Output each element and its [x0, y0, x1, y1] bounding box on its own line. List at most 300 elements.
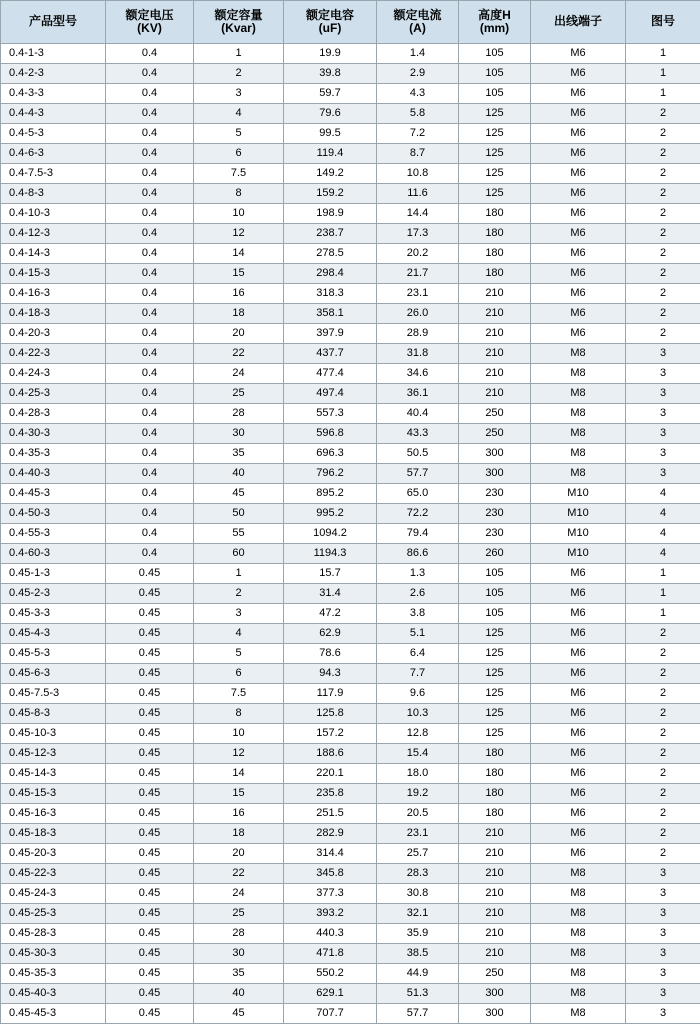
column-header-model [1, 1, 106, 44]
cell-current: 8.7 [377, 144, 459, 164]
cell-capacitance: 31.4 [284, 584, 377, 604]
cell-voltage: 0.45 [106, 884, 194, 904]
cell-current: 19.2 [377, 784, 459, 804]
table-row [1, 304, 700, 324]
table-row [1, 844, 700, 864]
cell-figure: 2 [626, 804, 700, 824]
cell-height: 210 [459, 824, 531, 844]
cell-capacity: 28 [194, 404, 284, 424]
cell-capacitance: 440.3 [284, 924, 377, 944]
cell-capacity: 1 [194, 44, 284, 64]
cell-capacity: 8 [194, 184, 284, 204]
cell-capacity: 15 [194, 784, 284, 804]
column-header-capacitance [284, 1, 377, 44]
cell-figure: 2 [626, 624, 700, 644]
cell-figure: 2 [626, 104, 700, 124]
cell-figure: 4 [626, 504, 700, 524]
cell-voltage: 0.45 [106, 624, 194, 644]
cell-terminal: M6 [531, 204, 626, 224]
table-row [1, 444, 700, 464]
cell-figure: 1 [626, 44, 700, 64]
cell-figure: 2 [626, 744, 700, 764]
cell-current: 7.7 [377, 664, 459, 684]
cell-voltage: 0.45 [106, 984, 194, 1004]
cell-capacitance: 358.1 [284, 304, 377, 324]
cell-voltage: 0.4 [106, 344, 194, 364]
cell-capacitance: 298.4 [284, 264, 377, 284]
cell-current: 86.6 [377, 544, 459, 564]
cell-voltage: 0.45 [106, 564, 194, 584]
cell-model: 0.45-16-3 [1, 804, 106, 824]
cell-capacity: 8 [194, 704, 284, 724]
cell-voltage: 0.45 [106, 844, 194, 864]
cell-height: 210 [459, 944, 531, 964]
cell-terminal: M6 [531, 764, 626, 784]
cell-model: 0.45-2-3 [1, 584, 106, 604]
cell-height: 210 [459, 884, 531, 904]
cell-capacity: 30 [194, 944, 284, 964]
cell-terminal: M6 [531, 264, 626, 284]
cell-terminal: M8 [531, 964, 626, 984]
cell-current: 30.8 [377, 884, 459, 904]
cell-current: 5.1 [377, 624, 459, 644]
table-row [1, 744, 700, 764]
cell-figure: 3 [626, 864, 700, 884]
cell-capacitance: 39.8 [284, 64, 377, 84]
cell-voltage: 0.4 [106, 144, 194, 164]
cell-terminal: M6 [531, 644, 626, 664]
cell-height: 300 [459, 444, 531, 464]
cell-capacity: 15 [194, 264, 284, 284]
cell-current: 34.6 [377, 364, 459, 384]
cell-capacitance: 188.6 [284, 744, 377, 764]
cell-voltage: 0.45 [106, 724, 194, 744]
cell-height: 125 [459, 124, 531, 144]
cell-model: 0.4-50-3 [1, 504, 106, 524]
cell-terminal: M6 [531, 244, 626, 264]
cell-capacity: 4 [194, 104, 284, 124]
cell-model: 0.4-6-3 [1, 144, 106, 164]
cell-terminal: M6 [531, 64, 626, 84]
cell-current: 2.9 [377, 64, 459, 84]
table-row [1, 164, 700, 184]
cell-terminal: M8 [531, 944, 626, 964]
cell-capacitance: 59.7 [284, 84, 377, 104]
cell-capacitance: 629.1 [284, 984, 377, 1004]
cell-terminal: M6 [531, 724, 626, 744]
cell-model: 0.45-35-3 [1, 964, 106, 984]
cell-terminal: M10 [531, 524, 626, 544]
cell-current: 35.9 [377, 924, 459, 944]
table-header [1, 1, 700, 44]
table-row [1, 804, 700, 824]
cell-height: 210 [459, 844, 531, 864]
cell-voltage: 0.4 [106, 364, 194, 384]
cell-model: 0.45-8-3 [1, 704, 106, 724]
table-row [1, 84, 700, 104]
cell-voltage: 0.4 [106, 164, 194, 184]
cell-height: 210 [459, 384, 531, 404]
cell-model: 0.4-45-3 [1, 484, 106, 504]
table-row [1, 44, 700, 64]
cell-figure: 2 [626, 324, 700, 344]
cell-terminal: M6 [531, 304, 626, 324]
table-row [1, 464, 700, 484]
cell-voltage: 0.4 [106, 504, 194, 524]
cell-figure: 1 [626, 84, 700, 104]
cell-capacitance: 497.4 [284, 384, 377, 404]
cell-terminal: M6 [531, 184, 626, 204]
cell-voltage: 0.45 [106, 644, 194, 664]
cell-capacity: 6 [194, 144, 284, 164]
cell-current: 51.3 [377, 984, 459, 1004]
cell-capacitance: 238.7 [284, 224, 377, 244]
cell-capacity: 2 [194, 64, 284, 84]
cell-voltage: 0.4 [106, 444, 194, 464]
cell-height: 210 [459, 304, 531, 324]
cell-voltage: 0.4 [106, 184, 194, 204]
cell-capacitance: 393.2 [284, 904, 377, 924]
cell-model: 0.45-22-3 [1, 864, 106, 884]
cell-terminal: M6 [531, 104, 626, 124]
cell-height: 105 [459, 44, 531, 64]
column-header-line: 高度H [460, 9, 529, 22]
cell-model: 0.4-1-3 [1, 44, 106, 64]
cell-capacity: 12 [194, 744, 284, 764]
cell-capacitance: 596.8 [284, 424, 377, 444]
cell-current: 79.4 [377, 524, 459, 544]
cell-figure: 1 [626, 564, 700, 584]
cell-figure: 4 [626, 524, 700, 544]
cell-capacitance: 79.6 [284, 104, 377, 124]
cell-model: 0.4-10-3 [1, 204, 106, 224]
column-header-line: 额定电流 [378, 9, 457, 22]
cell-capacitance: 159.2 [284, 184, 377, 204]
cell-figure: 3 [626, 904, 700, 924]
cell-capacity: 14 [194, 244, 284, 264]
cell-figure: 1 [626, 64, 700, 84]
cell-height: 210 [459, 364, 531, 384]
cell-capacitance: 278.5 [284, 244, 377, 264]
column-header-line: 产品型号 [2, 15, 104, 28]
table-row [1, 344, 700, 364]
cell-voltage: 0.4 [106, 424, 194, 444]
cell-model: 0.4-60-3 [1, 544, 106, 564]
cell-current: 23.1 [377, 824, 459, 844]
cell-capacity: 24 [194, 364, 284, 384]
cell-voltage: 0.4 [106, 204, 194, 224]
cell-current: 21.7 [377, 264, 459, 284]
cell-model: 0.45-28-3 [1, 924, 106, 944]
cell-model: 0.45-24-3 [1, 884, 106, 904]
cell-height: 180 [459, 204, 531, 224]
cell-terminal: M6 [531, 844, 626, 864]
cell-terminal: M8 [531, 424, 626, 444]
cell-current: 1.4 [377, 44, 459, 64]
cell-model: 0.45-7.5-3 [1, 684, 106, 704]
cell-current: 5.8 [377, 104, 459, 124]
table-row [1, 264, 700, 284]
cell-figure: 3 [626, 344, 700, 364]
cell-height: 180 [459, 804, 531, 824]
cell-terminal: M6 [531, 564, 626, 584]
cell-capacitance: 47.2 [284, 604, 377, 624]
cell-figure: 2 [626, 244, 700, 264]
table-row [1, 484, 700, 504]
cell-model: 0.4-3-3 [1, 84, 106, 104]
cell-current: 43.3 [377, 424, 459, 444]
cell-model: 0.4-12-3 [1, 224, 106, 244]
cell-capacitance: 1194.3 [284, 544, 377, 564]
cell-capacitance: 471.8 [284, 944, 377, 964]
cell-capacitance: 62.9 [284, 624, 377, 644]
cell-model: 0.4-5-3 [1, 124, 106, 144]
cell-model: 0.4-2-3 [1, 64, 106, 84]
cell-voltage: 0.45 [106, 1004, 194, 1024]
cell-height: 125 [459, 664, 531, 684]
cell-capacitance: 696.3 [284, 444, 377, 464]
cell-terminal: M8 [531, 884, 626, 904]
cell-terminal: M6 [531, 824, 626, 844]
cell-current: 10.8 [377, 164, 459, 184]
cell-capacity: 2 [194, 584, 284, 604]
cell-capacity: 35 [194, 444, 284, 464]
cell-model: 0.45-1-3 [1, 564, 106, 584]
cell-capacitance: 318.3 [284, 284, 377, 304]
cell-height: 125 [459, 144, 531, 164]
table-row [1, 564, 700, 584]
cell-current: 7.2 [377, 124, 459, 144]
cell-height: 180 [459, 264, 531, 284]
cell-capacity: 28 [194, 924, 284, 944]
cell-capacitance: 707.7 [284, 1004, 377, 1024]
cell-capacitance: 157.2 [284, 724, 377, 744]
cell-terminal: M6 [531, 144, 626, 164]
cell-current: 3.8 [377, 604, 459, 624]
cell-figure: 4 [626, 484, 700, 504]
cell-voltage: 0.4 [106, 304, 194, 324]
cell-terminal: M6 [531, 284, 626, 304]
cell-capacity: 3 [194, 604, 284, 624]
cell-capacitance: 94.3 [284, 664, 377, 684]
cell-model: 0.45-4-3 [1, 624, 106, 644]
cell-capacity: 40 [194, 984, 284, 1004]
cell-model: 0.4-40-3 [1, 464, 106, 484]
cell-current: 31.8 [377, 344, 459, 364]
cell-voltage: 0.4 [106, 124, 194, 144]
cell-terminal: M10 [531, 544, 626, 564]
cell-figure: 4 [626, 544, 700, 564]
cell-model: 0.45-14-3 [1, 764, 106, 784]
cell-model: 0.4-7.5-3 [1, 164, 106, 184]
cell-height: 105 [459, 64, 531, 84]
cell-height: 300 [459, 1004, 531, 1024]
cell-figure: 2 [626, 224, 700, 244]
table-row [1, 384, 700, 404]
cell-capacitance: 345.8 [284, 864, 377, 884]
cell-figure: 3 [626, 884, 700, 904]
cell-current: 9.6 [377, 684, 459, 704]
cell-terminal: M6 [531, 164, 626, 184]
cell-height: 210 [459, 344, 531, 364]
cell-model: 0.45-15-3 [1, 784, 106, 804]
cell-figure: 2 [626, 764, 700, 784]
cell-model: 0.45-30-3 [1, 944, 106, 964]
table-row [1, 604, 700, 624]
column-header-line: 额定容量 [195, 9, 282, 22]
cell-voltage: 0.4 [106, 404, 194, 424]
cell-current: 17.3 [377, 224, 459, 244]
cell-capacity: 7.5 [194, 684, 284, 704]
cell-voltage: 0.4 [106, 544, 194, 564]
table-row [1, 284, 700, 304]
cell-figure: 1 [626, 584, 700, 604]
cell-current: 28.3 [377, 864, 459, 884]
cell-voltage: 0.45 [106, 924, 194, 944]
cell-figure: 3 [626, 404, 700, 424]
cell-voltage: 0.45 [106, 904, 194, 924]
table-row [1, 544, 700, 564]
cell-terminal: M6 [531, 324, 626, 344]
cell-voltage: 0.4 [106, 284, 194, 304]
cell-capacitance: 15.7 [284, 564, 377, 584]
cell-height: 300 [459, 464, 531, 484]
table-row [1, 404, 700, 424]
cell-current: 26.0 [377, 304, 459, 324]
table-row [1, 1004, 700, 1024]
cell-current: 25.7 [377, 844, 459, 864]
cell-voltage: 0.4 [106, 524, 194, 544]
cell-terminal: M8 [531, 904, 626, 924]
column-header-line: 出线端子 [532, 15, 624, 28]
cell-height: 250 [459, 404, 531, 424]
cell-current: 44.9 [377, 964, 459, 984]
cell-capacity: 16 [194, 284, 284, 304]
cell-capacity: 40 [194, 464, 284, 484]
cell-height: 180 [459, 764, 531, 784]
table-row [1, 624, 700, 644]
cell-figure: 2 [626, 724, 700, 744]
cell-figure: 2 [626, 164, 700, 184]
cell-current: 32.1 [377, 904, 459, 924]
cell-terminal: M8 [531, 1004, 626, 1024]
cell-model: 0.4-20-3 [1, 324, 106, 344]
cell-capacity: 4 [194, 624, 284, 644]
cell-model: 0.4-25-3 [1, 384, 106, 404]
cell-model: 0.45-3-3 [1, 604, 106, 624]
cell-voltage: 0.45 [106, 864, 194, 884]
cell-model: 0.4-35-3 [1, 444, 106, 464]
cell-capacitance: 282.9 [284, 824, 377, 844]
cell-capacitance: 117.9 [284, 684, 377, 704]
cell-capacity: 14 [194, 764, 284, 784]
cell-figure: 1 [626, 604, 700, 624]
cell-capacity: 55 [194, 524, 284, 544]
cell-capacitance: 235.8 [284, 784, 377, 804]
cell-current: 57.7 [377, 1004, 459, 1024]
cell-capacitance: 377.3 [284, 884, 377, 904]
cell-figure: 3 [626, 464, 700, 484]
cell-model: 0.45-25-3 [1, 904, 106, 924]
cell-model: 0.45-12-3 [1, 744, 106, 764]
cell-model: 0.45-5-3 [1, 644, 106, 664]
cell-height: 210 [459, 324, 531, 344]
cell-voltage: 0.4 [106, 244, 194, 264]
cell-terminal: M6 [531, 584, 626, 604]
cell-height: 125 [459, 644, 531, 664]
table-row [1, 784, 700, 804]
cell-figure: 3 [626, 424, 700, 444]
table-row [1, 764, 700, 784]
cell-model: 0.4-28-3 [1, 404, 106, 424]
column-header-line: (A) [378, 22, 457, 35]
cell-capacitance: 796.2 [284, 464, 377, 484]
cell-height: 125 [459, 624, 531, 644]
cell-current: 6.4 [377, 644, 459, 664]
cell-voltage: 0.45 [106, 824, 194, 844]
cell-current: 2.6 [377, 584, 459, 604]
cell-figure: 3 [626, 924, 700, 944]
cell-terminal: M8 [531, 444, 626, 464]
table-row [1, 944, 700, 964]
cell-current: 72.2 [377, 504, 459, 524]
column-header-current [377, 1, 459, 44]
cell-capacity: 45 [194, 1004, 284, 1024]
table-row [1, 704, 700, 724]
cell-capacity: 5 [194, 644, 284, 664]
cell-figure: 3 [626, 384, 700, 404]
table-row [1, 924, 700, 944]
table-row [1, 904, 700, 924]
cell-capacitance: 251.5 [284, 804, 377, 824]
cell-voltage: 0.45 [106, 784, 194, 804]
cell-height: 210 [459, 904, 531, 924]
cell-current: 15.4 [377, 744, 459, 764]
cell-model: 0.45-18-3 [1, 824, 106, 844]
cell-height: 180 [459, 244, 531, 264]
cell-model: 0.4-8-3 [1, 184, 106, 204]
cell-terminal: M6 [531, 124, 626, 144]
cell-terminal: M8 [531, 464, 626, 484]
cell-terminal: M6 [531, 84, 626, 104]
table-row [1, 204, 700, 224]
cell-voltage: 0.45 [106, 664, 194, 684]
cell-capacitance: 198.9 [284, 204, 377, 224]
cell-voltage: 0.4 [106, 224, 194, 244]
table-row [1, 244, 700, 264]
table-row [1, 224, 700, 244]
cell-terminal: M8 [531, 344, 626, 364]
cell-capacity: 18 [194, 304, 284, 324]
cell-height: 125 [459, 684, 531, 704]
column-header-line: 额定电容 [285, 9, 375, 22]
cell-current: 38.5 [377, 944, 459, 964]
table-row [1, 364, 700, 384]
cell-current: 57.7 [377, 464, 459, 484]
cell-voltage: 0.45 [106, 964, 194, 984]
table-row [1, 724, 700, 744]
cell-capacity: 6 [194, 664, 284, 684]
cell-height: 250 [459, 424, 531, 444]
cell-terminal: M6 [531, 684, 626, 704]
cell-height: 210 [459, 924, 531, 944]
table-row [1, 964, 700, 984]
cell-terminal: M8 [531, 364, 626, 384]
column-header-terminal [531, 1, 626, 44]
table-row [1, 424, 700, 444]
cell-current: 14.4 [377, 204, 459, 224]
cell-capacity: 25 [194, 904, 284, 924]
